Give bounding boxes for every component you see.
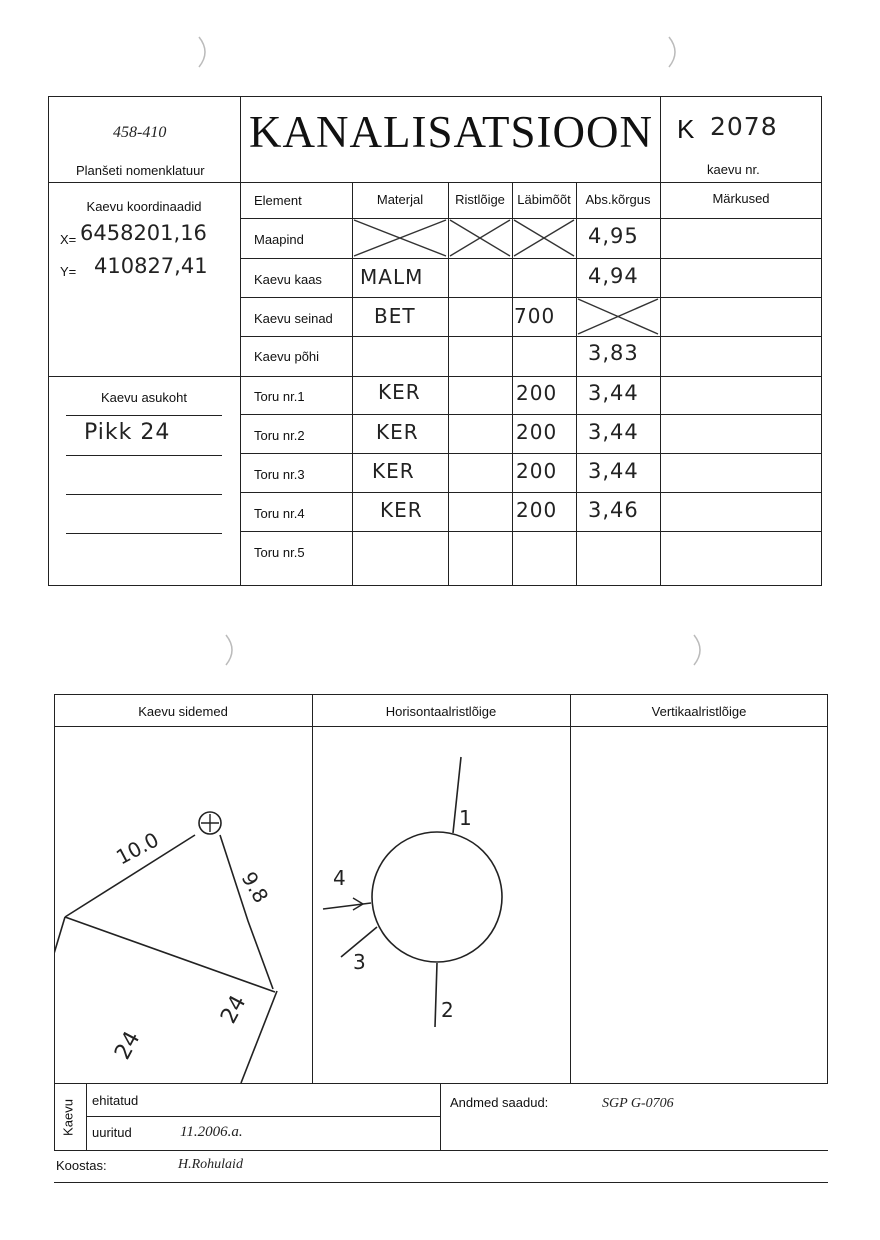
location-value: Pikk 24 [84, 420, 171, 445]
street-number-label-b: 24 [110, 1027, 146, 1064]
well-number-label: kaevu nr. [707, 162, 760, 177]
coordinates-label: Kaevu koordinaadid [86, 199, 202, 214]
abs-toru-1: 3,44 [588, 381, 639, 405]
punch-hole-mark [195, 34, 215, 70]
pipe-label-3: 3 [353, 950, 366, 974]
pipe-label-1: 1 [459, 806, 472, 830]
row-label-kaevu-kaas: Kaevu kaas [254, 272, 322, 287]
well-prefix: K [677, 114, 695, 144]
updated-label: uuritud [92, 1125, 132, 1140]
form-title: KANALISATSIOON [249, 107, 653, 157]
well-location-icon [199, 812, 221, 834]
materjal-toru-3: KER [372, 459, 415, 483]
materjal-kaevu-kaas: MALM [360, 265, 424, 289]
distance-label-b: 9.8 [236, 867, 274, 908]
row-label-toru-1: Toru nr.1 [254, 389, 305, 404]
distance-label-a: 10.0 [112, 827, 163, 870]
abs-maapind: 4,95 [588, 224, 639, 248]
pipe-label-4: 4 [333, 866, 346, 890]
coordinate-x-label: X= [60, 232, 77, 247]
labimoot-toru-3: 200 [516, 459, 558, 483]
data-source-label: Andmed saadud: [450, 1095, 549, 1110]
horizontal-section-sketch [313, 727, 569, 1083]
crossed-cell-maapind-ristloige [448, 218, 512, 258]
row-label-toru-5: Toru nr.5 [254, 545, 305, 560]
ties-sketch [55, 727, 311, 1083]
col-header-ristloige: Ristlõige [455, 192, 505, 207]
labimoot-kaevu-seinad: 700 [514, 304, 556, 328]
street-number-label-a: 24 [216, 991, 252, 1028]
row-label-toru-2: Toru nr.2 [254, 428, 305, 443]
abs-toru-4: 3,46 [588, 498, 639, 522]
crossed-cell-maapind-materjal [352, 218, 448, 258]
built-label: ehitatud [92, 1093, 139, 1108]
coordinate-y-label: Y= [60, 264, 77, 279]
row-label-toru-4: Toru nr.4 [254, 506, 305, 521]
author-value: H.Rohulaid [178, 1157, 243, 1172]
coordinate-x-value: 6458201,16 [80, 221, 207, 245]
nomenclature-label: Planšeti nomenklatuur [76, 163, 205, 178]
col-header-markused: Märkused [712, 191, 770, 206]
row-label-kaevu-pohi: Kaevu põhi [254, 349, 320, 364]
col-header-abs-korgus: Abs.kõrgus [585, 192, 651, 207]
footer-side-label: Kaevu [60, 1099, 76, 1136]
abs-toru-2: 3,44 [588, 420, 639, 444]
row-label-kaevu-seinad: Kaevu seinad [254, 311, 333, 326]
punch-hole-mark [665, 34, 685, 70]
coordinate-y-value: 410827,41 [94, 254, 208, 278]
crossed-cell-maapind-labimoot [512, 218, 576, 258]
abs-kaevu-pohi: 3,83 [588, 341, 639, 365]
row-label-maapind: Maapind [254, 232, 304, 247]
labimoot-toru-4: 200 [516, 498, 558, 522]
sketch-col-vertikaal: Vertikaalristlõige [651, 704, 747, 719]
crossed-cell-seinad-abs [576, 297, 660, 336]
sketch-col-horisontaal: Horisontaalristlõige [385, 704, 497, 719]
row-label-toru-3: Toru nr.3 [254, 467, 305, 482]
materjal-toru-4: KER [380, 498, 423, 522]
well-number: 2078 [710, 112, 778, 141]
abs-toru-3: 3,44 [588, 459, 639, 483]
materjal-kaevu-seinad: BET [374, 304, 416, 328]
nomenclature-value: 458-410 [113, 124, 167, 141]
abs-kaevu-kaas: 4,94 [588, 264, 639, 288]
sketch-col-sidemed: Kaevu sidemed [138, 704, 228, 719]
punch-hole-mark [222, 632, 242, 668]
materjal-toru-2: KER [376, 420, 419, 444]
punch-hole-mark [690, 632, 710, 668]
location-label: Kaevu asukoht [100, 390, 187, 405]
pipe-label-2: 2 [441, 998, 454, 1022]
data-source-value: SGP G-0706 [602, 1096, 674, 1111]
author-label: Koostas: [56, 1158, 107, 1173]
labimoot-toru-1: 200 [516, 381, 558, 405]
labimoot-toru-2: 200 [516, 420, 558, 444]
col-header-materjal: Materjal [376, 192, 424, 207]
materjal-toru-1: KER [378, 380, 421, 404]
col-header-labimoot: Läbimõõt [517, 192, 571, 207]
updated-value: 11.2006.a. [180, 1124, 243, 1140]
col-header-element: Element [254, 193, 302, 208]
